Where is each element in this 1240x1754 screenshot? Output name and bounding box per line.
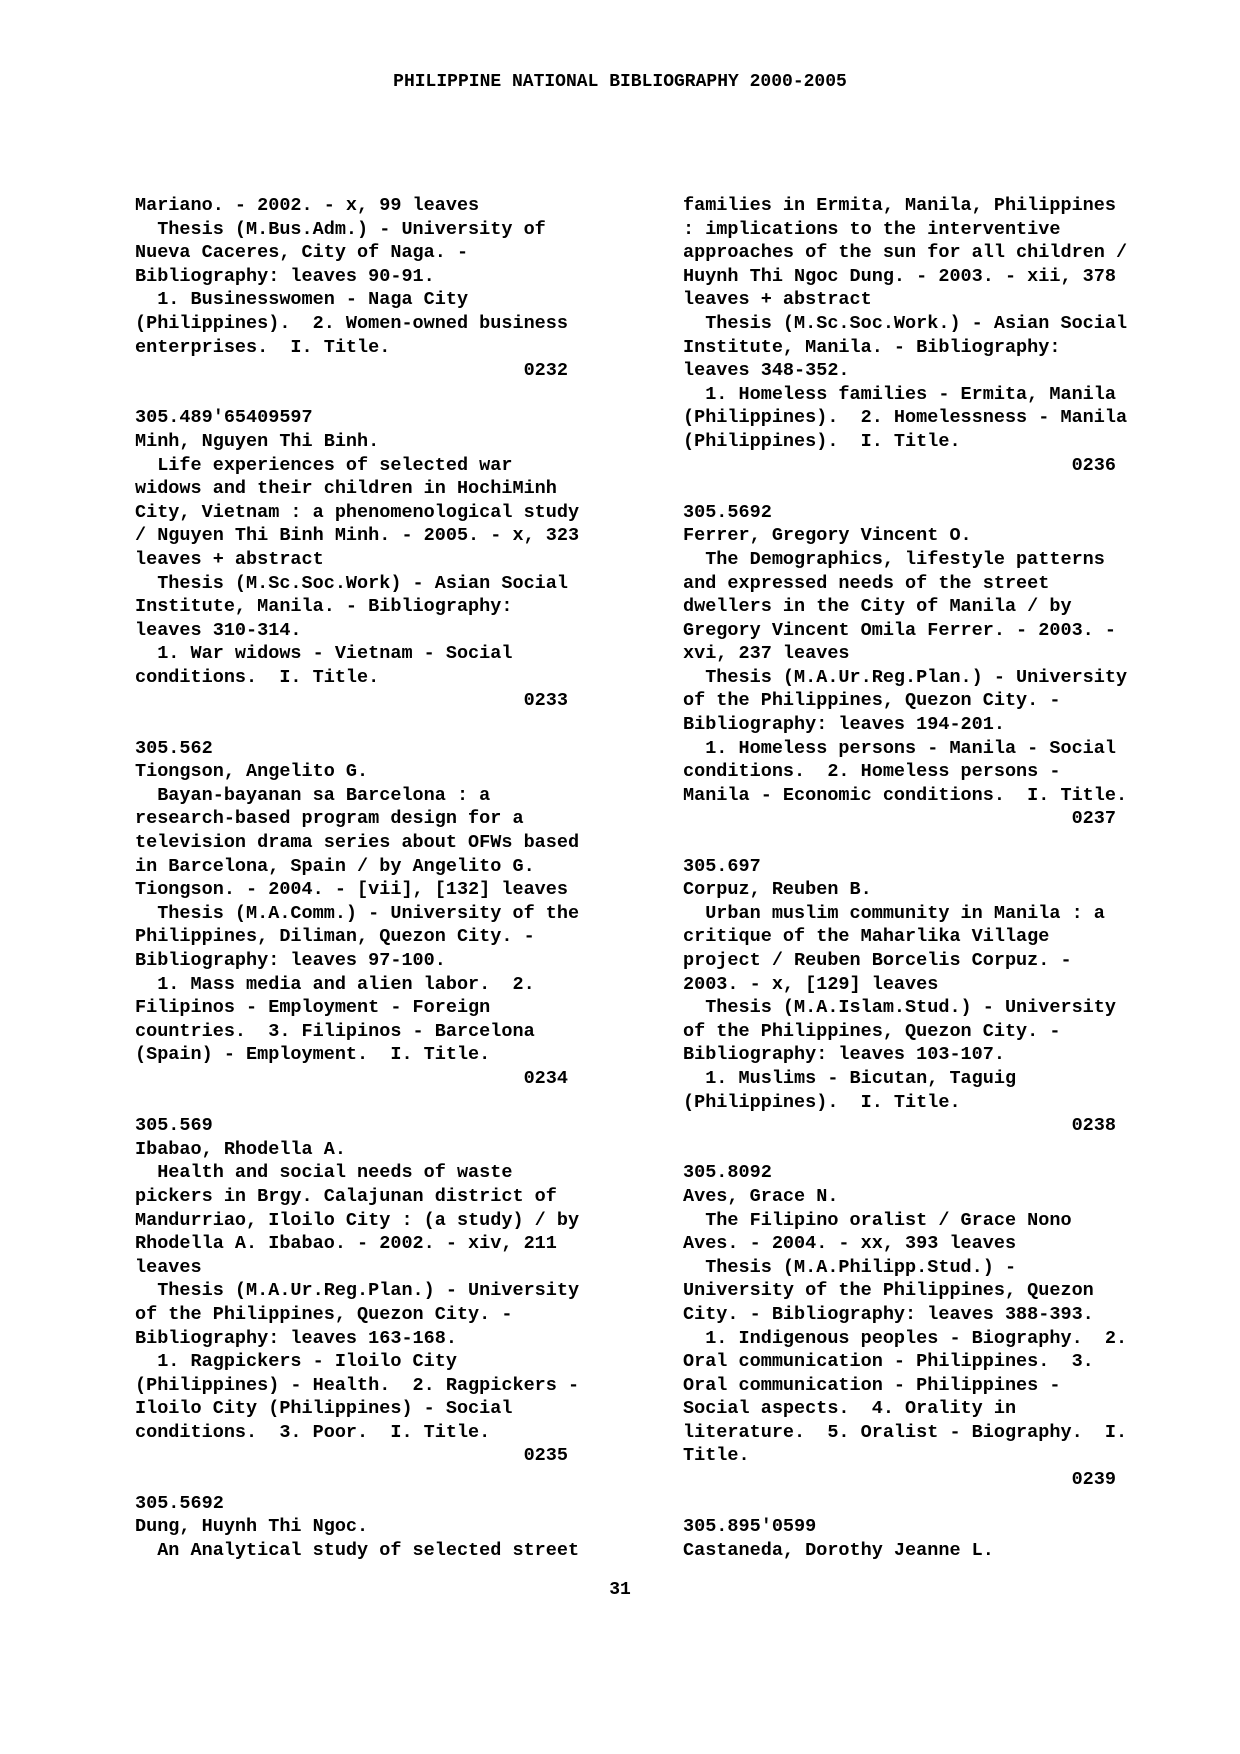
bibliography-line: Bibliography: leaves 194-201. <box>683 714 1005 736</box>
bibliography-line: 1. Homeless families - Ermita, Manila <box>683 383 1116 405</box>
page-number: 31 <box>609 1580 631 1600</box>
bibliography-line: Bibliography: leaves 103-107. <box>683 1044 1005 1066</box>
bibliography-line: (Philippines). I. Title. <box>683 1091 961 1113</box>
bibliography-line <box>683 477 1188 501</box>
bibliography-line: 2003. - x, [129] leaves <box>683 973 939 995</box>
bibliography-line: Institute, Manila. - Bibliography: <box>683 336 1061 358</box>
bibliography-line <box>683 1492 1188 1516</box>
bibliography-line: in Barcelona, Spain / by Angelito G. <box>135 855 535 877</box>
bibliography-line: University of the Philippines, Quezon <box>683 1280 1094 1302</box>
bibliography-line: countries. 3. Filipinos - Barcelona <box>135 1020 535 1042</box>
bibliography-line <box>135 1468 640 1492</box>
bibliography-line: Mariano. - 2002. - x, 99 leaves <box>135 195 480 216</box>
bibliography-line: Aves, Grace N. <box>683 1185 839 1207</box>
bibliography-line: 305.697 <box>683 855 761 877</box>
bibliography-line: 0232 <box>135 360 568 382</box>
bibliography-line: Thesis (M.Bus.Adm.) - University of <box>135 218 546 240</box>
bibliography-line: Rhodella A. Ibabao. - 2002. - xiv, 211 <box>135 1233 557 1255</box>
bibliography-line: Thesis (M.Sc.Soc.Work) - Asian Social <box>135 572 568 594</box>
bibliography-line: (Philippines). I. Title. <box>683 430 961 452</box>
bibliography-line: The Filipino oralist / Grace Nono <box>683 1209 1072 1231</box>
bibliography-line: research-based program design for a <box>135 808 524 830</box>
bibliography-line: Thesis (M.A.Philipp.Stud.) - <box>683 1256 1017 1278</box>
bibliography-line: Mandurriao, Iloilo City : (a study) / by <box>135 1209 580 1231</box>
bibliography-line: Gregory Vincent Omila Ferrer. - 2003. - <box>683 619 1116 641</box>
bibliography-line: Bayan-bayanan sa Barcelona : a <box>135 784 491 806</box>
bibliography-line: 0234 <box>135 1067 568 1089</box>
bibliography-line: 1. War widows - Vietnam - Social <box>135 643 513 665</box>
left-column <box>135 194 640 1562</box>
bibliography-line <box>135 383 640 407</box>
bibliography-line: (Philippines). 2. Homelessness - Manila <box>683 407 1128 429</box>
bibliography-line: conditions. I. Title. <box>135 666 380 688</box>
bibliography-line: Philippines, Diliman, Quezon City. - <box>135 926 535 948</box>
bibliography-line: (Philippines). 2. Women-owned business <box>135 312 568 334</box>
bibliography-line: / Nguyen Thi Binh Minh. - 2005. - x, 323 <box>135 525 580 547</box>
bibliography-line: leaves 348-352. <box>683 360 850 382</box>
bibliography-line: (Philippines) - Health. 2. Ragpickers - <box>135 1374 580 1396</box>
bibliography-line: leaves + abstract <box>135 548 324 570</box>
bibliography-line: 1. Indigenous peoples - Biography. 2. <box>683 1327 1128 1349</box>
bibliography-line: conditions. 2. Homeless persons - <box>683 761 1061 783</box>
bibliography-line: Life experiences of selected war <box>135 454 513 476</box>
bibliography-line: Urban muslim community in Manila : a <box>683 902 1105 924</box>
bibliography-line: Castaneda, Dorothy Jeanne L. <box>683 1539 994 1561</box>
bibliography-line: Aves. - 2004. - xx, 393 leaves <box>683 1233 1017 1255</box>
bibliography-line: Corpuz, Reuben B. <box>683 879 872 901</box>
bibliography-line: Ferrer, Gregory Vincent O. <box>683 525 972 547</box>
bibliography-line: widows and their children in HochiMinh <box>135 478 557 500</box>
bibliography-line: Nueva Caceres, City of Naga. - <box>135 242 469 264</box>
bibliography-line: 1. Businesswomen - Naga City <box>135 289 469 311</box>
bibliography-line: xvi, 237 leaves <box>683 643 850 665</box>
bibliography-line: 0238 <box>683 1115 1116 1137</box>
bibliography-line: of the Philippines, Quezon City. - <box>683 1020 1061 1042</box>
bibliography-line: Iloilo City (Philippines) - Social <box>135 1398 513 1420</box>
bibliography-line: 0237 <box>683 808 1116 830</box>
bibliography-line: Thesis (M.A.Ur.Reg.Plan.) - University <box>683 666 1128 688</box>
bibliography-line: pickers in Brgy. Calajunan district of <box>135 1185 557 1207</box>
bibliography-line: Thesis (M.A.Ur.Reg.Plan.) - University <box>135 1280 580 1302</box>
bibliography-line: (Spain) - Employment. I. Title. <box>135 1044 491 1066</box>
bibliography-line: Title. <box>683 1445 750 1467</box>
bibliography-line <box>135 713 640 737</box>
bibliography-line: leaves <box>135 1256 202 1278</box>
bibliography-line <box>683 1138 1188 1162</box>
bibliography-line: 305.489'65409597 <box>135 407 313 429</box>
bibliography-line: 305.562 <box>135 737 213 759</box>
bibliography-line: dwellers in the City of Manila / by <box>683 596 1072 618</box>
bibliography-line: of the Philippines, Quezon City. - <box>135 1303 513 1325</box>
bibliography-line: Tiongson. - 2004. - [vii], [132] leaves <box>135 879 568 901</box>
bibliography-line: 0233 <box>135 690 568 712</box>
bibliography-line: Oral communication - Philippines - <box>683 1374 1061 1396</box>
bibliography-line: leaves + abstract <box>683 289 872 311</box>
bibliography-line: Manila - Economic conditions. I. Title. <box>683 784 1128 806</box>
bibliography-line: Filipinos - Employment - Foreign <box>135 997 491 1019</box>
bibliography-line: 0236 <box>683 454 1116 476</box>
bibliography-line: project / Reuben Borcelis Corpuz. - <box>683 950 1072 971</box>
bibliography-line: Bibliography: leaves 90-91. <box>135 265 435 287</box>
right-column <box>683 194 1188 1562</box>
bibliography-line: Bibliography: leaves 163-168. <box>135 1327 457 1349</box>
bibliography-line: An Analytical study of selected street <box>135 1539 580 1561</box>
bibliography-line: 1. Homeless persons - Manila - Social <box>683 737 1116 759</box>
bibliography-line: Thesis (M.A.Comm.) - University of the <box>135 902 580 924</box>
bibliography-line: and expressed needs of the street <box>683 572 1050 594</box>
bibliography-line: 0239 <box>683 1469 1116 1491</box>
bibliography-line: Ibabao, Rhodella A. <box>135 1138 346 1160</box>
bibliography-line <box>135 1091 640 1115</box>
bibliography-line: 305.569 <box>135 1115 213 1137</box>
bibliography-line: Social aspects. 4. Orality in <box>683 1398 1017 1420</box>
bibliography-line: conditions. 3. Poor. I. Title. <box>135 1421 491 1443</box>
bibliography-line: : implications to the interventive <box>683 218 1061 240</box>
bibliography-line: leaves 310-314. <box>135 619 302 641</box>
bibliography-line: The Demographics, lifestyle patterns <box>683 548 1105 570</box>
bibliography-line: 305.895'0599 <box>683 1516 817 1538</box>
bibliography-line: 1. Ragpickers - Iloilo City <box>135 1351 457 1373</box>
bibliography-line <box>683 831 1188 855</box>
bibliography-line: Thesis (M.A.Islam.Stud.) - University <box>683 997 1116 1019</box>
bibliography-line: approaches of the sun for all children / <box>683 242 1128 264</box>
bibliography-line: of the Philippines, Quezon City. - <box>683 690 1061 712</box>
bibliography-line: enterprises. I. Title. <box>135 336 391 358</box>
bibliography-line: 1. Mass media and alien labor. 2. <box>135 973 535 995</box>
bibliography-line: Bibliography: leaves 97-100. <box>135 950 446 971</box>
bibliography-line: City, Vietnam : a phenomenological study <box>135 501 580 523</box>
bibliography-line: Institute, Manila. - Bibliography: <box>135 596 513 618</box>
bibliography-line: Huynh Thi Ngoc Dung. - 2003. - xii, 378 <box>683 265 1116 287</box>
bibliography-line: families in Ermita, Manila, Philippines <box>683 195 1116 216</box>
bibliography-line: 305.5692 <box>683 501 772 523</box>
bibliography-line: critique of the Maharlika Village <box>683 926 1050 948</box>
bibliography-line: television drama series about OFWs based <box>135 832 580 854</box>
bibliography-line: Tiongson, Angelito G. <box>135 761 369 783</box>
bibliography-line: 305.8092 <box>683 1162 772 1184</box>
bibliography-line: literature. 5. Oralist - Biography. I. <box>683 1421 1128 1443</box>
bibliography-line: 0235 <box>135 1445 568 1467</box>
page-header-title: PHILIPPINE NATIONAL BIBLIOGRAPHY 2000-2005 <box>393 72 847 92</box>
bibliography-line: Oral communication - Philippines. 3. <box>683 1351 1094 1373</box>
bibliography-line: City. - Bibliography: leaves 388-393. <box>683 1303 1094 1325</box>
bibliography-line: 1. Muslims - Bicutan, Taguig <box>683 1067 1017 1089</box>
bibliography-line: Dung, Huynh Thi Ngoc. <box>135 1516 369 1538</box>
bibliography-line: Health and social needs of waste <box>135 1162 513 1184</box>
bibliography-line: 305.5692 <box>135 1492 224 1514</box>
bibliography-line: Minh, Nguyen Thi Binh. <box>135 430 380 452</box>
bibliography-line: Thesis (M.Sc.Soc.Work.) - Asian Social <box>683 312 1128 334</box>
